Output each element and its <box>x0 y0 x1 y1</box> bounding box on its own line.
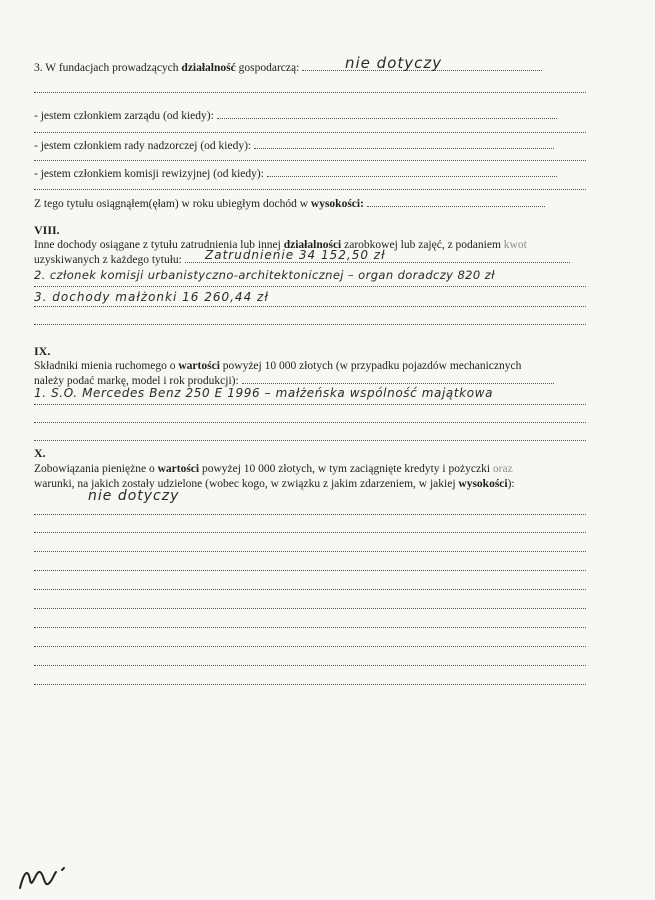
blank-line <box>34 646 586 647</box>
section-x-heading: X. <box>34 446 46 460</box>
blank-line <box>34 189 586 190</box>
income-line <box>34 196 586 211</box>
blank-line <box>34 132 586 133</box>
section-ix-fill <box>242 373 554 384</box>
blank-line <box>34 160 586 161</box>
blank-line <box>34 627 586 628</box>
supervisory-board-line <box>34 138 586 153</box>
initials-signature-icon <box>18 862 78 892</box>
item3-handwritten-answer: nie dotyczy <box>345 54 443 72</box>
section-viii-text-b: zarobkowej lub zajęć, z podaniem <box>344 239 501 251</box>
section-x-text-b: powyżej 10 000 złotych, w tym zaciągnięte kredyty i pożyczki <box>201 463 491 475</box>
blank-line <box>34 422 586 423</box>
section-x-text: Zobowiązania pieniężne o <box>34 463 155 475</box>
blank-line <box>34 532 586 533</box>
section-viii-heading: VIII. <box>34 223 60 237</box>
section-ix-text-2: należy podać markę, model i rok produkcji): <box>34 375 239 387</box>
section-viii-bold: działalności <box>283 239 342 251</box>
item3-rest: gospodarczą: <box>238 62 300 74</box>
section-viii-text-2: uzyskiwanych z każdego tytułu: <box>34 254 182 266</box>
income-label: Z tego tytułu osiągnąłem(ęłam) w roku ubiegłym dochód w <box>34 198 309 210</box>
item3-label: 3. W fundacjach prowadzących <box>34 62 179 74</box>
section-x-text-2b: ): <box>507 478 515 490</box>
section-x-text-c: oraz <box>492 463 513 475</box>
section-ix-line1 <box>34 359 586 373</box>
section-viii-answer-3: 3. dochody małżonki 16 260,44 zł <box>34 290 269 304</box>
section-x-bold: wartości <box>157 463 200 475</box>
income-fill <box>367 196 545 207</box>
audit-committee-label: - jestem członkiem komisji rewizyjnej (od kiedy): <box>34 168 264 180</box>
blank-line <box>34 286 586 287</box>
blank-line <box>34 684 586 685</box>
blank-line <box>34 92 586 93</box>
section-ix-answer-1: 1. S.O. Mercedes Benz 250 E 1996 – małżeńska wspólność majątkowa <box>34 386 494 400</box>
board-member-fill <box>217 108 557 119</box>
income-bold: wysokości: <box>310 198 364 210</box>
section-x-bold-2: wysokości <box>458 478 508 490</box>
section-viii-text: Inne dochody osiągane z tytułu zatrudnienia lub innej <box>34 239 281 251</box>
section-ix-text: Składniki mienia ruchomego o <box>34 360 176 372</box>
item3-bold: działalność <box>181 62 236 74</box>
blank-line <box>34 589 586 590</box>
board-member-line <box>34 108 586 123</box>
section-x-text-2: warunki, na jakich zostały udzielone (wobec kogo, w związku z jakim zdarzeniem, w jakiej <box>34 478 456 490</box>
audit-committee-fill <box>267 166 557 177</box>
supervisory-board-label: - jestem członkiem rady nadzorczej (od kiedy): <box>34 140 252 152</box>
section-x-handwritten-answer: nie dotyczy <box>88 488 180 504</box>
blank-line <box>34 570 586 571</box>
section-viii-answer-2: 2. członek komisji urbanistyczno-architektonicznej – organ doradczy 820 zł <box>34 268 495 282</box>
section-x-line1 <box>34 462 586 476</box>
section-viii-text-c: kwot <box>503 239 527 251</box>
blank-line <box>34 551 586 552</box>
section-viii-answer-1: Zatrudnienie 34 152,50 zł <box>205 248 386 262</box>
blank-line <box>34 324 586 325</box>
section-ix-heading: IX. <box>34 344 51 358</box>
foundations-activity-line <box>34 60 586 75</box>
blank-line <box>34 608 586 609</box>
section-ix-bold: wartości <box>178 360 220 372</box>
blank-line <box>34 514 586 515</box>
audit-committee-line <box>34 166 586 181</box>
board-member-label: - jestem członkiem zarządu (od kiedy): <box>34 110 214 122</box>
blank-line <box>34 440 586 441</box>
blank-line <box>34 306 586 307</box>
blank-line <box>34 665 586 666</box>
section-ix-text-b: powyżej 10 000 złotych (w przypadku pojazdów mechanicznych <box>222 360 522 372</box>
supervisory-board-fill <box>254 138 554 149</box>
blank-line <box>34 404 586 405</box>
